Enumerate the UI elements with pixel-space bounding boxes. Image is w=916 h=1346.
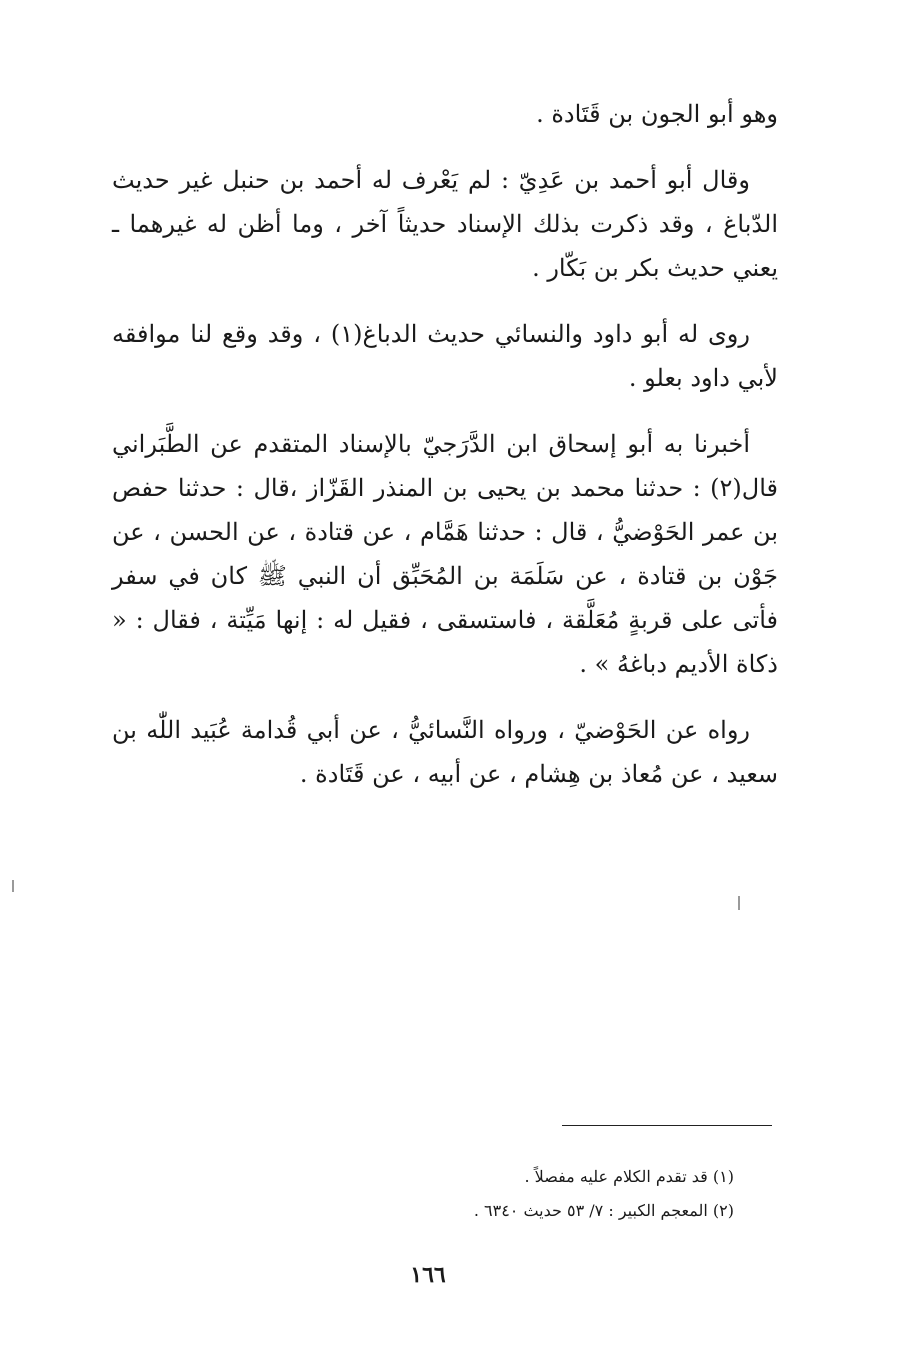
footnotes xyxy=(174,1160,734,1228)
footnote-2: (٢) المعجم الكبير : ٧/ ٥٣ حديث ٦٣٤٠ . xyxy=(473,1201,734,1220)
paragraph-5: رواه عن الحَوْضيّ ، ورواه النَّسائيُّ ، عن أبي قُدامة عُبَيد اللّٰه بن سعيد ، عن مُعاذ بن هِشام ، عن أبيه ، عن قَتَادة . xyxy=(112,716,778,788)
paragraph-3: روى له أبو داود والنسائي حديث الدباغ(١) ، وقد وقع لنا موافقه لأبي داود بعلو . xyxy=(112,320,778,392)
paragraph-1: وهو أبو الجون بن قَتَادة . xyxy=(536,100,778,128)
paragraph-2: وقال أبو أحمد بن عَدِيّ : لم يَعْرف له أحمد بن حنبل غير حديث الدّباغ ، وقد ذكرت بذلك الإسناد حديثاً آخر ، وما أظن له غيرهما ـ يعني حديث بكر بن بَكّار . xyxy=(112,166,778,282)
scan-speck xyxy=(12,880,14,892)
footnote-1: (١) قد تقدم الكلام عليه مفصلاً . xyxy=(524,1167,734,1186)
footnote-separator xyxy=(562,1125,772,1126)
main-text xyxy=(112,92,778,818)
paragraph-4: أخبرنا به أبو إسحاق ابن الدَّرَجيّ بالإسناد المتقدم عن الطَّبَراني قال(٢) : حدثنا محمد بن يحيى بن المنذر القَزّاز ،قال : حدثنا حفص بن عمر الحَوْضيُّ ، قال : حدثنا هَمَّام ، عن قتادة ، عن الحسن ، عن جَوْن بن قتادة ، عن سَلَمَة بن المُحَبِّق أن النبي ﷺ كان في سفر فأتى على قربةٍ مُعَلَّقة ، فاستسقى ، فقيل له : إنها مَيِّتة ، فقال : « ذكاة الأديم دباغهُ » . xyxy=(112,430,779,678)
scan-speck xyxy=(738,896,740,910)
page-number-text: ١٦٦ xyxy=(410,1262,446,1288)
page-number xyxy=(0,1262,916,1288)
